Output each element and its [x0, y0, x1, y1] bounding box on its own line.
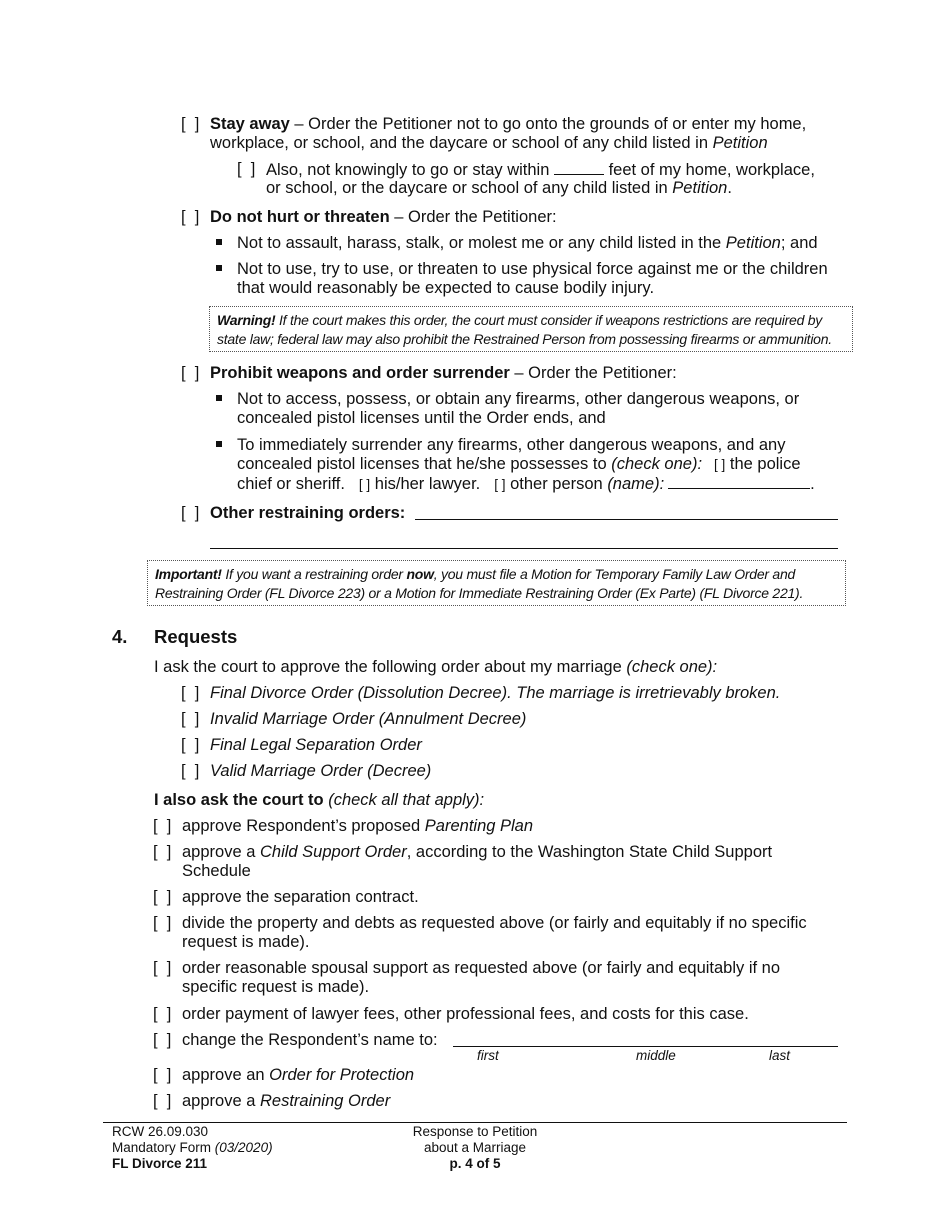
footer-mandatory-date: (03/2020)	[214, 1140, 273, 1155]
weapons-bullet-2b	[237, 454, 801, 474]
weapons-bullet-1a: Not to access, possess, or obtain any firearms, other dangerous weapons, or	[237, 390, 800, 408]
option-valid-marriage-checkbox[interactable]: [ ]	[181, 762, 200, 780]
option-annulment-label: Invalid Marriage Order (Annulment Decree)	[210, 710, 527, 728]
lawyer-fees-checkbox[interactable]: [ ]	[153, 1005, 172, 1023]
stay-away-distance-period: .	[727, 179, 732, 197]
child-support-label-2: Schedule	[182, 862, 251, 880]
surrender-other-period: .	[810, 475, 815, 493]
no-hurt-text: – Order the Petitioner:	[389, 208, 557, 226]
important-text-2: , you must file a Motion for Temporary Family Law Order and	[433, 566, 796, 582]
section-title: Requests	[154, 626, 238, 647]
footer-doc-title-1: Response to Petition	[412, 1124, 538, 1139]
order-protection-checkbox[interactable]: [ ]	[153, 1066, 172, 1084]
property-debts-label: divide the property and debts as requested above (or fairly and equitably if no specific	[182, 914, 807, 932]
stay-away-line-2	[210, 133, 768, 153]
lawyer-fees-label: order payment of lawyer fees, other professional fees, and costs for this case.	[182, 1005, 749, 1023]
stay-away-text-1: – Order the Petitioner not to go onto the grounds of or enter my home,	[289, 115, 807, 133]
warning-line-1	[217, 311, 845, 330]
stay-away-distance-line-2	[266, 178, 732, 198]
order-protection-label	[182, 1065, 414, 1085]
footer-doc-title-2: about a Marriage	[423, 1140, 527, 1155]
footer-mandatory	[112, 1140, 273, 1156]
no-hurt-checkbox[interactable]: [ ]	[181, 208, 200, 226]
surrender-police-text-2: chief or sheriff.	[237, 475, 345, 493]
warning-text-1: If the court makes this order, the court must consider if weapons restrictions are required by	[275, 312, 823, 328]
surrender-other-name-blank[interactable]	[668, 474, 810, 489]
stay-away-distance-checkbox[interactable]: [ ]	[237, 160, 256, 178]
restraining-order-text: approve a	[182, 1092, 260, 1110]
weapons-bullet-2a: To immediately surrender any firearms, other dangerous weapons, and any	[237, 436, 786, 454]
child-support-checkbox[interactable]: [ ]	[153, 843, 172, 861]
footer-mandatory-text: Mandatory Form	[112, 1140, 215, 1155]
weapons-title: Prohibit weapons and order surrender	[210, 364, 510, 382]
requests-intro-text: I ask the court to approve the following order about my marriage	[154, 658, 627, 676]
child-support-title: Child Support Order	[259, 843, 407, 861]
stay-away-checkbox[interactable]: [ ]	[181, 115, 200, 133]
parenting-plan-label	[182, 816, 533, 836]
restraining-order-label	[182, 1091, 390, 1111]
surrender-police-text: the police	[725, 455, 801, 473]
order-protection-title: Order for Protection	[269, 1066, 415, 1084]
separation-contract-label: approve the separation contract.	[182, 888, 419, 906]
footer-rcw: RCW 26.09.030	[112, 1124, 209, 1139]
important-text-1: If you want a restraining order	[221, 566, 407, 582]
surrender-police-checkbox[interactable]: [ ]	[714, 457, 726, 472]
option-divorce-checkbox[interactable]: [ ]	[181, 684, 200, 702]
child-support-text: approve a	[182, 843, 260, 861]
name-last-caption: last	[769, 1048, 791, 1063]
warning-line-2: state law; federal law may also prohibit the Restrained Person from possessing firearms or ammunition.	[217, 331, 832, 347]
name-change-label: change the Respondent’s name to:	[182, 1031, 438, 1049]
bullet-icon	[216, 441, 222, 447]
weapons-text: – Order the Petitioner:	[509, 364, 677, 382]
also-ask-label: I also ask the court to	[154, 791, 324, 809]
important-line-2: Restraining Order (FL Divorce 223) or a Motion for Immediate Restraining Order (Ex Parte) (FL Divorce 221).	[155, 585, 804, 601]
weapons-bullet-1b: concealed pistol licenses until the Order ends, and	[237, 409, 606, 427]
stay-away-line-1	[210, 114, 806, 134]
stay-away-distance-petition: Petition	[672, 179, 728, 197]
property-debts-checkbox[interactable]: [ ]	[153, 914, 172, 932]
child-support-label	[182, 842, 772, 862]
bullet-icon	[216, 265, 222, 271]
bullet-icon	[216, 239, 222, 245]
parenting-plan-title: Parenting Plan	[424, 817, 534, 835]
option-separation-label: Final Legal Separation Order	[210, 736, 422, 754]
stay-away-distance-line-1	[266, 159, 815, 180]
weapons-line	[210, 363, 677, 383]
weapons-check-one: (check one):	[611, 455, 703, 473]
option-valid-marriage-label: Valid Marriage Order (Decree)	[210, 762, 432, 780]
spousal-support-label-2: specific request is made).	[182, 978, 370, 996]
spousal-support-checkbox[interactable]: [ ]	[153, 959, 172, 977]
restraining-order-title: Restraining Order	[259, 1092, 391, 1110]
footer-form-id: FL Divorce 211	[112, 1156, 208, 1171]
also-ask-hint: (check all that apply):	[323, 791, 485, 809]
weapons-bullet-2c	[237, 474, 815, 494]
important-now: now	[406, 566, 434, 582]
option-divorce-label: Final Divorce Order (Dissolution Decree). The marriage is irretrievably broken.	[210, 684, 781, 702]
option-annulment-checkbox[interactable]: [ ]	[181, 710, 200, 728]
requests-intro-hint: (check one):	[626, 658, 718, 676]
stay-away-distance-text-2: feet of my home, workplace,	[603, 161, 815, 179]
important-label: Important!	[155, 566, 222, 582]
parenting-plan-text: approve Respondent’s proposed	[182, 817, 425, 835]
no-hurt-bullet-1	[237, 233, 818, 253]
no-hurt-bullet-1-end: ; and	[780, 234, 818, 252]
order-protection-text: approve an	[182, 1066, 270, 1084]
other-orders-blank-2[interactable]	[210, 548, 838, 549]
spousal-support-label: order reasonable spousal support as requested above (or fairly and equitably if no	[182, 959, 781, 977]
no-hurt-title: Do not hurt or threaten	[210, 208, 390, 226]
requests-intro	[154, 657, 717, 677]
surrender-other-checkbox[interactable]: [ ]	[494, 477, 506, 492]
name-middle-caption: middle	[636, 1048, 676, 1063]
surrender-other-name-label: (name):	[607, 475, 665, 493]
weapons-checkbox[interactable]: [ ]	[181, 364, 200, 382]
stay-away-distance-text-3: or school, or the daycare or school of any child listed in	[266, 179, 673, 197]
footer-divider	[103, 1122, 847, 1123]
section-number: 4.	[112, 626, 128, 647]
footer-page-number: p. 4 of 5	[449, 1156, 501, 1171]
name-first-caption: first	[477, 1048, 499, 1063]
no-hurt-bullet-2a: Not to use, try to use, or threaten to use physical force against me or the children	[237, 260, 828, 278]
other-orders-blank-1[interactable]	[415, 519, 838, 520]
no-hurt-line	[210, 207, 557, 227]
important-line-1	[155, 565, 838, 584]
stay-away-title: Stay away	[210, 115, 290, 133]
other-orders-title: Other restraining orders:	[210, 504, 406, 522]
restraining-order-checkbox[interactable]: [ ]	[153, 1092, 172, 1110]
surrender-other-text: other person	[505, 475, 608, 493]
surrender-lawyer-checkbox[interactable]: [ ]	[358, 477, 371, 492]
warning-label: Warning!	[217, 312, 276, 328]
no-hurt-bullet-2b: that would reasonably be expected to cause bodily injury.	[237, 279, 655, 297]
other-orders-label	[210, 503, 405, 523]
stay-away-petition: Petition	[712, 134, 768, 152]
name-change-checkbox[interactable]: [ ]	[153, 1031, 172, 1049]
property-debts-label-2: request is made).	[182, 933, 310, 951]
separation-contract-checkbox[interactable]: [ ]	[153, 888, 172, 906]
also-ask-line	[154, 790, 484, 810]
stay-away-feet-blank[interactable]	[554, 159, 604, 175]
child-support-text-2: , according to the Washington State Child Support	[406, 843, 773, 861]
parenting-plan-checkbox[interactable]: [ ]	[153, 817, 172, 835]
other-orders-checkbox[interactable]: [ ]	[181, 504, 200, 522]
stay-away-text-2: workplace, or school, and the daycare or school of any child listed in	[210, 134, 713, 152]
no-hurt-bullet-1-text: Not to assault, harass, stalk, or molest me or any child listed in the	[237, 234, 726, 252]
no-hurt-bullet-1-petition: Petition	[725, 234, 781, 252]
important-box	[147, 560, 846, 606]
bullet-icon	[216, 395, 222, 401]
weapons-bullet-2b-text: concealed pistol licenses that he/she possesses to	[237, 455, 612, 473]
stay-away-distance-text-1: Also, not knowingly to go or stay within	[266, 161, 554, 179]
name-change-blank[interactable]	[453, 1046, 838, 1047]
surrender-lawyer-text: his/her lawyer.	[370, 475, 481, 493]
option-separation-checkbox[interactable]: [ ]	[181, 736, 200, 754]
warning-box	[209, 306, 853, 352]
